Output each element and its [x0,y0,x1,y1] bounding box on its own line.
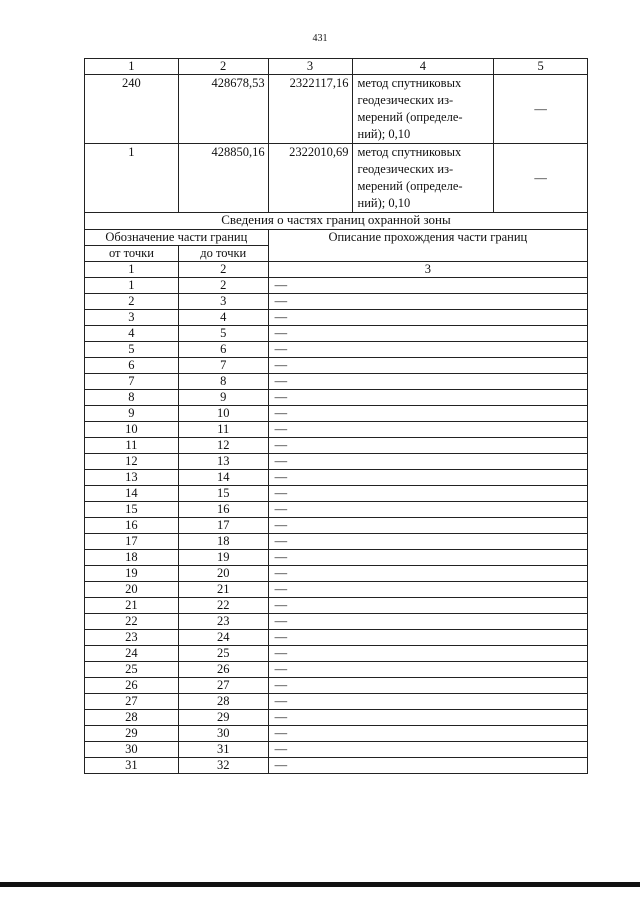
from-point: 14 [85,486,179,502]
from-point: 2 [85,294,179,310]
part-description: — [268,358,587,374]
parts-header-row [85,230,588,246]
from-point: 20 [85,582,179,598]
boundary-parts-table [84,229,588,774]
boundary-part-row [85,390,588,406]
footer-rule [0,882,640,887]
boundary-part-row [85,454,588,470]
coordinates-table [84,58,588,213]
to-point: 13 [178,454,268,470]
part-description: — [268,598,587,614]
from-point: 4 [85,326,179,342]
to-point: 8 [178,374,268,390]
to-point: 12 [178,438,268,454]
from-point: 17 [85,534,179,550]
part-description: — [268,278,587,294]
from-point: 11 [85,438,179,454]
boundary-part-row [85,662,588,678]
coordinates-header-cell: 3 [268,59,352,75]
to-point: 5 [178,326,268,342]
boundary-part-row [85,614,588,630]
boundary-part-row [85,502,588,518]
part-description: — [268,518,587,534]
part-description: — [268,742,587,758]
from-point: 15 [85,502,179,518]
to-point: 19 [178,550,268,566]
column-number: 3 [268,262,587,278]
part-description: — [268,342,587,358]
boundary-part-row [85,582,588,598]
boundary-part-row [85,598,588,614]
part-description: — [268,582,587,598]
section-title: Сведения о частях границ охранной зоны [84,211,588,229]
boundary-part-row [85,694,588,710]
to-point: 31 [178,742,268,758]
part-description: — [268,646,587,662]
description-header: Описание прохождения части границ [268,230,587,262]
method-line: геодезических из- [357,162,454,176]
boundary-part-row [85,422,588,438]
part-description: — [268,566,587,582]
method-line: мерений (определе- [357,110,463,124]
to-point: 30 [178,726,268,742]
coordinates-header-row [85,59,588,75]
from-point: 30 [85,742,179,758]
to-point: 10 [178,406,268,422]
part-description: — [268,662,587,678]
part-description: — [268,326,587,342]
part-description: — [268,534,587,550]
from-point: 22 [85,614,179,630]
boundary-part-row [85,678,588,694]
from-point: 12 [85,454,179,470]
to-point: 7 [178,358,268,374]
column-number: 1 [85,262,179,278]
from-point: 25 [85,662,179,678]
to-point: 15 [178,486,268,502]
to-point: 17 [178,518,268,534]
point-number: 1 [85,144,179,213]
to-point: 14 [178,470,268,486]
coordinates-header-cell: 1 [85,59,179,75]
to-point: 16 [178,502,268,518]
boundary-part-row [85,294,588,310]
part-description: — [268,470,587,486]
part-description: — [268,630,587,646]
part-description: — [268,438,587,454]
column-5-value: — [494,144,588,213]
boundary-part-row [85,486,588,502]
part-description: — [268,390,587,406]
to-point: 27 [178,678,268,694]
to-point: 32 [178,758,268,774]
boundary-part-row [85,406,588,422]
boundary-part-row [85,358,588,374]
part-description: — [268,502,587,518]
boundary-part-row [85,726,588,742]
column-number: 2 [178,262,268,278]
method-line: ний); 0,10 [357,196,411,210]
boundary-part-row [85,646,588,662]
part-description: — [268,678,587,694]
coordinate-y: 2322010,69 [268,144,352,213]
to-point: 2 [178,278,268,294]
coordinates-header-cell: 5 [494,59,588,75]
coordinate-x: 428850,16 [178,144,268,213]
to-point: 29 [178,710,268,726]
method-line: метод спутниковых [357,145,462,159]
part-description: — [268,758,587,774]
from-point: 19 [85,566,179,582]
from-point: 28 [85,710,179,726]
boundary-part-row [85,742,588,758]
coordinate-x: 428678,53 [178,75,268,144]
part-description: — [268,726,587,742]
boundary-part-row [85,550,588,566]
to-point: 9 [178,390,268,406]
coordinates-header-cell: 4 [352,59,494,75]
from-point: 6 [85,358,179,374]
from-point: 5 [85,342,179,358]
part-description: — [268,614,587,630]
from-point: 9 [85,406,179,422]
from-point-header: от точки [85,246,179,262]
method-line: ний); 0,10 [357,127,411,141]
part-description: — [268,550,587,566]
boundary-part-row [85,278,588,294]
coordinates-header-cell: 2 [178,59,268,75]
from-point: 18 [85,550,179,566]
boundary-part-row [85,326,588,342]
coordinates-row [85,75,588,144]
boundary-part-row [85,470,588,486]
to-point: 11 [178,422,268,438]
to-point: 6 [178,342,268,358]
to-point: 28 [178,694,268,710]
from-point: 3 [85,310,179,326]
from-point: 7 [85,374,179,390]
part-description: — [268,310,587,326]
to-point: 24 [178,630,268,646]
boundary-part-row [85,534,588,550]
coordinate-y: 2322117,16 [268,75,352,144]
to-point: 26 [178,662,268,678]
part-description: — [268,710,587,726]
boundary-part-row [85,342,588,358]
boundary-part-row [85,566,588,582]
boundary-part-row [85,630,588,646]
page-number: 431 [312,33,328,44]
to-point-header: до точки [178,246,268,262]
to-point: 3 [178,294,268,310]
method-description [352,144,494,213]
part-description: — [268,454,587,470]
from-point: 26 [85,678,179,694]
from-point: 23 [85,630,179,646]
from-point: 1 [85,278,179,294]
to-point: 4 [178,310,268,326]
coordinates-row [85,144,588,213]
point-number: 240 [85,75,179,144]
part-description: — [268,374,587,390]
to-point: 23 [178,614,268,630]
from-point: 31 [85,758,179,774]
from-point: 16 [85,518,179,534]
to-point: 20 [178,566,268,582]
boundary-part-row [85,310,588,326]
from-point: 21 [85,598,179,614]
method-description [352,75,494,144]
from-point: 10 [85,422,179,438]
from-point: 24 [85,646,179,662]
boundary-part-row [85,518,588,534]
method-line: метод спутниковых [357,76,462,90]
boundary-part-row [85,374,588,390]
to-point: 18 [178,534,268,550]
from-point: 27 [85,694,179,710]
boundary-part-row [85,438,588,454]
method-line: геодезических из- [357,93,454,107]
to-point: 22 [178,598,268,614]
to-point: 25 [178,646,268,662]
part-description: — [268,486,587,502]
designation-header: Обозначение части границ [85,230,269,246]
column-5-value: — [494,75,588,144]
from-point: 8 [85,390,179,406]
parts-column-numbers-row [85,262,588,278]
from-point: 29 [85,726,179,742]
from-point: 13 [85,470,179,486]
boundary-part-row [85,758,588,774]
part-description: — [268,294,587,310]
method-line: мерений (определе- [357,179,463,193]
boundary-part-row [85,710,588,726]
part-description: — [268,406,587,422]
part-description: — [268,694,587,710]
part-description: — [268,422,587,438]
to-point: 21 [178,582,268,598]
